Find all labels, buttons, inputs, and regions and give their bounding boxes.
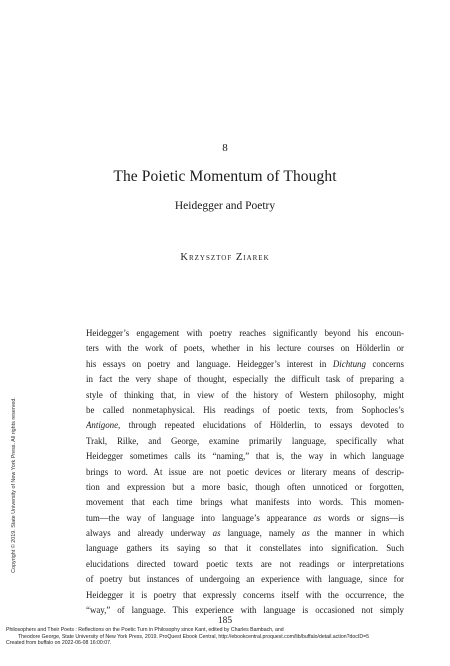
page-number: 185	[217, 616, 233, 626]
body-line: tum—the way of language into language’s appearance as words or signs—is	[86, 512, 404, 523]
body-paragraph	[86, 326, 404, 618]
body-line: Heidegger sometimes calls its “naming,” that is, the way in which language	[86, 451, 404, 462]
body-line: Heidegger it is poetry that expressly concerns itself with the occurrence, the	[86, 589, 404, 600]
body-line: Trakl, Rilke, and George, examine primarily language, specifically what	[86, 435, 404, 446]
body-line: language gathers its saying so that it constellates into signification. Such	[86, 543, 404, 554]
footer-line-1: Philosophers and Their Poets : Reflections on the Poetic Turn in Philosophy since Kant, edited by Charles Bambach, and	[6, 627, 284, 633]
body-line: tion and expression but a more basic, though often unnoticed or forgotten,	[86, 481, 404, 492]
body-line: style of thinking that, in view of the history of Western philosophy, might	[86, 389, 404, 400]
body-line: be called nonmetaphysical. His readings of poetic texts, from Sophocles’s	[86, 404, 404, 415]
body-line: of poetry but instances of undergoing an experience with language, since for	[86, 574, 404, 585]
chapter-title: The Poietic Momentum of Thought	[113, 168, 337, 185]
chapter-number: 8	[222, 142, 228, 154]
body-line: brings to word. At issue are not poetic devices or literary means of descrip-	[86, 466, 404, 477]
footer-line-2: Theodore George, State University of New York Press, 2019. ProQuest Ebook Central, http://ebookcentral.proquest.com/lib/buffalo/detail.action?docID=5	[18, 633, 369, 640]
side-copyright-notice: Copyright © 2019. State University of New York Press. All rights reserved.	[11, 397, 17, 573]
body-line: “way,” of language. This experience with language is occasioned not simply	[86, 605, 404, 616]
body-line: ters with the work of poets, whether in his lecture courses on Hölderlin or	[86, 343, 404, 354]
body-line: movement that each time brings what manifests into words. This momen-	[86, 497, 404, 508]
body-line: his essays on poetry and language. Heidegger’s interest in Dichtung concerns	[86, 358, 404, 369]
footer-line-3: Created from buffalo on 2022-06-08 16:00:07.	[6, 640, 112, 647]
body-line: always and already underway as language, namely as the manner in which	[86, 528, 404, 539]
body-line: Heidegger’s engagement with poetry reaches significantly beyond his encoun-	[86, 328, 404, 338]
author-name: Krzysztof Ziarek	[180, 252, 270, 263]
citation-footer	[6, 627, 446, 647]
body-line: in fact the very shape of thought, especially the difficult task of preparing a	[86, 374, 404, 385]
body-line: Antigone, through repeated elucidations of Hölderlin, to essays devoted to	[86, 420, 404, 431]
body-line: elucidations directed toward poetic texts are not readings or interpretations	[86, 558, 404, 569]
chapter-subtitle: Heidegger and Poetry	[174, 200, 276, 212]
